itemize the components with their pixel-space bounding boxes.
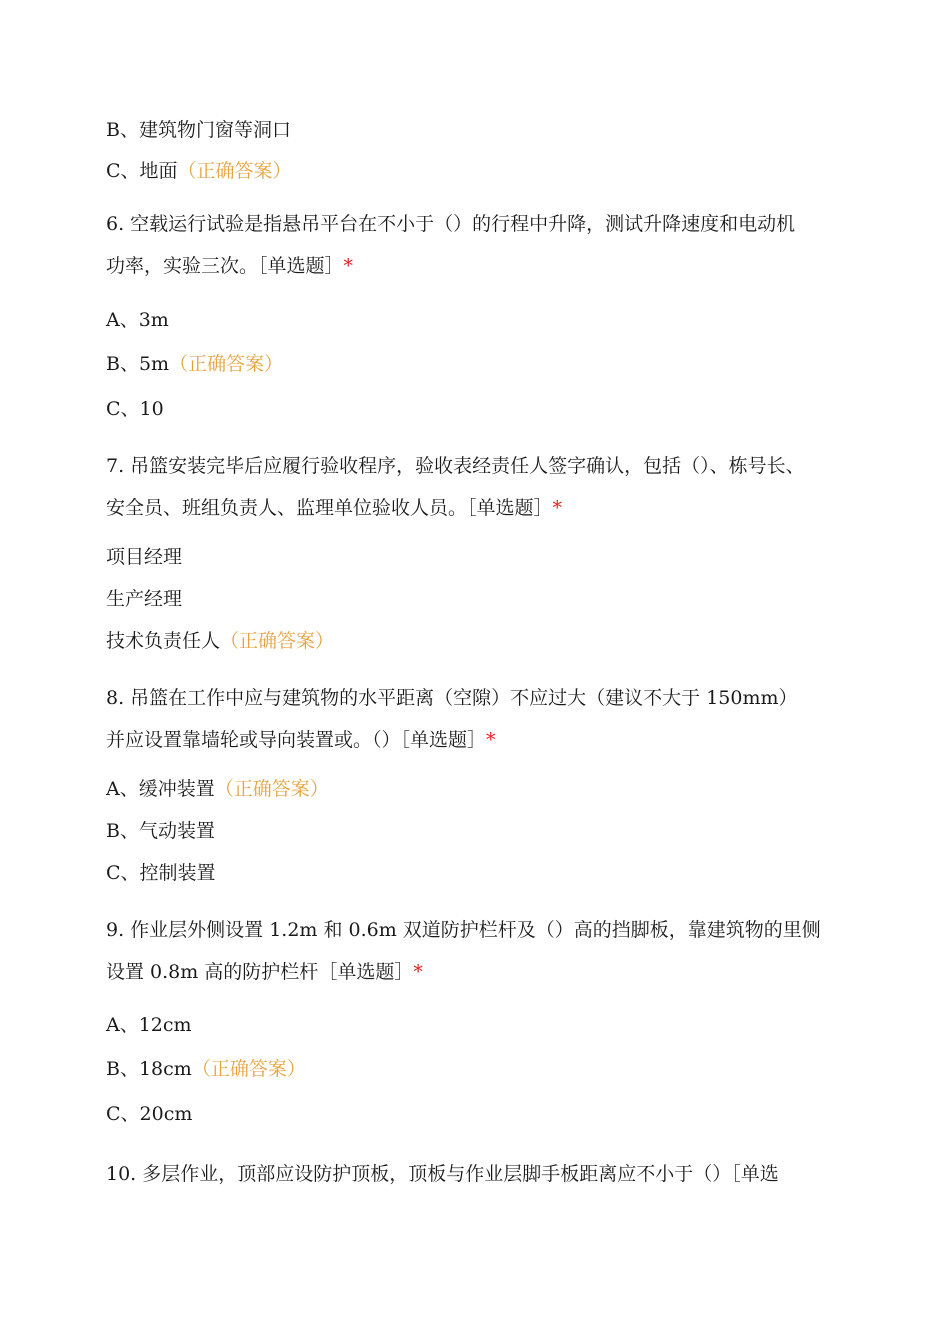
option-text: B、18cm（正确答案） — [106, 1058, 306, 1080]
question-10-text: 10. 多层作业，顶部应设防护顶板，顶板与作业层脚手板距离应不小于（）［单选 — [106, 1163, 779, 1185]
option-text: C、地面（正确答案） — [106, 160, 292, 182]
option-text: C、20cm — [106, 1103, 193, 1125]
question-8-text: 8. 吊篮在工作中应与建筑物的水平距离（空隙）不应过大（建议不大于 150mm） — [106, 687, 798, 709]
question-6-text: 功率，实验三次。［单选题］* — [106, 255, 354, 277]
question-7-text: 7. 吊篮安装完毕后应履行验收程序，验收表经责任人签字确认，包括（）、栋号长、 — [106, 455, 805, 477]
option-text: B、建筑物门窗等洞口 — [106, 119, 291, 141]
correct-answer-tag: （正确答案） — [220, 630, 335, 652]
question-9-text: 9. 作业层外侧设置 1.2m 和 0.6m 双道防护栏杆及（）高的挡脚板，靠建筑物的里侧 — [106, 919, 821, 941]
option-text: B、5m（正确答案） — [106, 353, 284, 375]
correct-answer-tag: （正确答案） — [214, 778, 329, 800]
required-mark: * — [552, 497, 563, 519]
option-text: C、10 — [106, 398, 164, 420]
option-text: A、3m — [106, 309, 169, 331]
question-8-text: 并应设置靠墙轮或导向装置或。（）［单选题］* — [106, 729, 496, 751]
required-mark: * — [343, 255, 354, 277]
option-text: B、气动装置 — [106, 820, 215, 842]
required-mark: * — [413, 961, 423, 983]
question-9-text: 设置 0.8m 高的防护栏杆［单选题］* — [106, 961, 423, 983]
correct-answer-tag: （正确答案） — [169, 353, 284, 375]
option-text: A、缓冲装置（正确答案） — [106, 778, 329, 800]
option-text: C、控制装置 — [106, 862, 216, 884]
question-7-text: 安全员、班组负责人、监理单位验收人员。［单选题］* — [106, 497, 563, 519]
required-mark: * — [486, 729, 496, 751]
correct-answer-tag: （正确答案） — [177, 160, 292, 182]
option-text: A、12cm — [106, 1014, 192, 1036]
correct-answer-tag: （正确答案） — [191, 1058, 306, 1080]
option-text: 技术负责任人（正确答案） — [106, 630, 335, 652]
option-text: 生产经理 — [106, 588, 183, 610]
option-text: 项目经理 — [106, 546, 183, 568]
question-6-text: 6. 空载运行试验是指悬吊平台在不小于（）的行程中升降，测试升降速度和电动机 — [106, 213, 796, 235]
